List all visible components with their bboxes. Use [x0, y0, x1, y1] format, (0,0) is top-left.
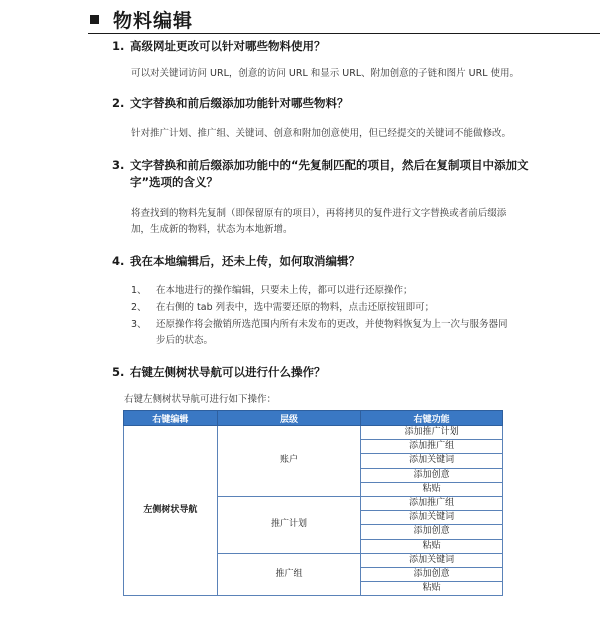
table-header-row — [124, 411, 503, 426]
level-cell: 账户 — [217, 426, 361, 497]
header-rule — [88, 33, 600, 34]
table-row — [124, 426, 503, 440]
function-cell: 粘贴 — [361, 582, 503, 596]
row-label-cell: 左侧树状导航 — [124, 426, 218, 596]
answer-2: 针对推广计划、推广组、关键词、创意和附加创意使用，但已经提交的关键词不能做修改。 — [131, 128, 512, 139]
level-cell: 推广组 — [217, 553, 361, 596]
answer-3: 将查找到的物料先复制（即保留原有的项目），再将拷贝的复件进行文字替换或者前后缀添加，生成新的物料，状态为本地新增。 — [131, 208, 507, 235]
function-cell: 添加关键词 — [361, 511, 503, 525]
function-cell: 添加创意 — [361, 567, 503, 581]
list-item: 1、 在本地进行的操作编辑，只要未上传，都可以进行还原操作； — [131, 285, 413, 296]
table-header: 右键编辑 — [124, 411, 218, 426]
question-title: 文字替换和前后缀添加功能中的“先复制匹配的项目，然后在复制项目中添加文字”选项的含义？ — [130, 158, 529, 189]
question-3: 3. 文字替换和前后缀添加功能中的“先复制匹配的项目，然后在复制项目中添加文字”选项的含义？ — [112, 158, 529, 189]
bullet-square-icon — [90, 15, 99, 24]
level-cell: 推广计划 — [217, 496, 361, 553]
function-cell: 添加创意 — [361, 468, 503, 482]
question-title: 右键左侧树状导航可以进行什么操作？ — [130, 365, 326, 379]
answer-5: 右键左侧树状导航可进行如下操作： — [124, 394, 277, 405]
function-cell: 添加创意 — [361, 525, 503, 539]
function-cell: 添加关键词 — [361, 454, 503, 468]
list-item: 3、 还原操作将会撤销所选范围内所有未发布的更改，并使物料恢复为上一次与服务器同步后的状态。 — [131, 319, 508, 346]
question-5: 5. 右键左侧树状导航可以进行什么操作？ — [112, 364, 530, 381]
answer-1: 可以对关键词访问 URL，创意的访问 URL 和显示 URL、附加创意的子链和图片 URL 使用。 — [131, 68, 520, 79]
table-header: 层级 — [217, 411, 361, 426]
function-cell: 添加推广组 — [361, 440, 503, 454]
question-title: 高级网址更改可以针对哪些物料使用？ — [130, 39, 326, 53]
table-header: 右键功能 — [361, 411, 503, 426]
question-1: 1. 高级网址更改可以针对哪些物料使用？ — [112, 38, 530, 55]
question-4: 4. 我在本地编辑后，还未上传，如何取消编辑？ — [112, 253, 530, 270]
function-cell: 添加推广计划 — [361, 426, 503, 440]
function-cell: 粘贴 — [361, 539, 503, 553]
question-title: 文字替换和前后缀添加功能针对哪些物料？ — [130, 96, 349, 110]
question-2: 2. 文字替换和前后缀添加功能针对哪些物料？ — [112, 95, 530, 112]
list-item: 2、 在右侧的 tab 列表中，选中需要还原的物料，点击还原按钮即可； — [131, 302, 435, 313]
operations-table — [123, 410, 503, 596]
function-cell: 粘贴 — [361, 482, 503, 496]
function-cell: 添加关键词 — [361, 553, 503, 567]
function-cell: 添加推广组 — [361, 496, 503, 510]
section-title: 物料编辑 — [90, 6, 193, 33]
question-title: 我在本地编辑后，还未上传，如何取消编辑？ — [130, 254, 360, 268]
